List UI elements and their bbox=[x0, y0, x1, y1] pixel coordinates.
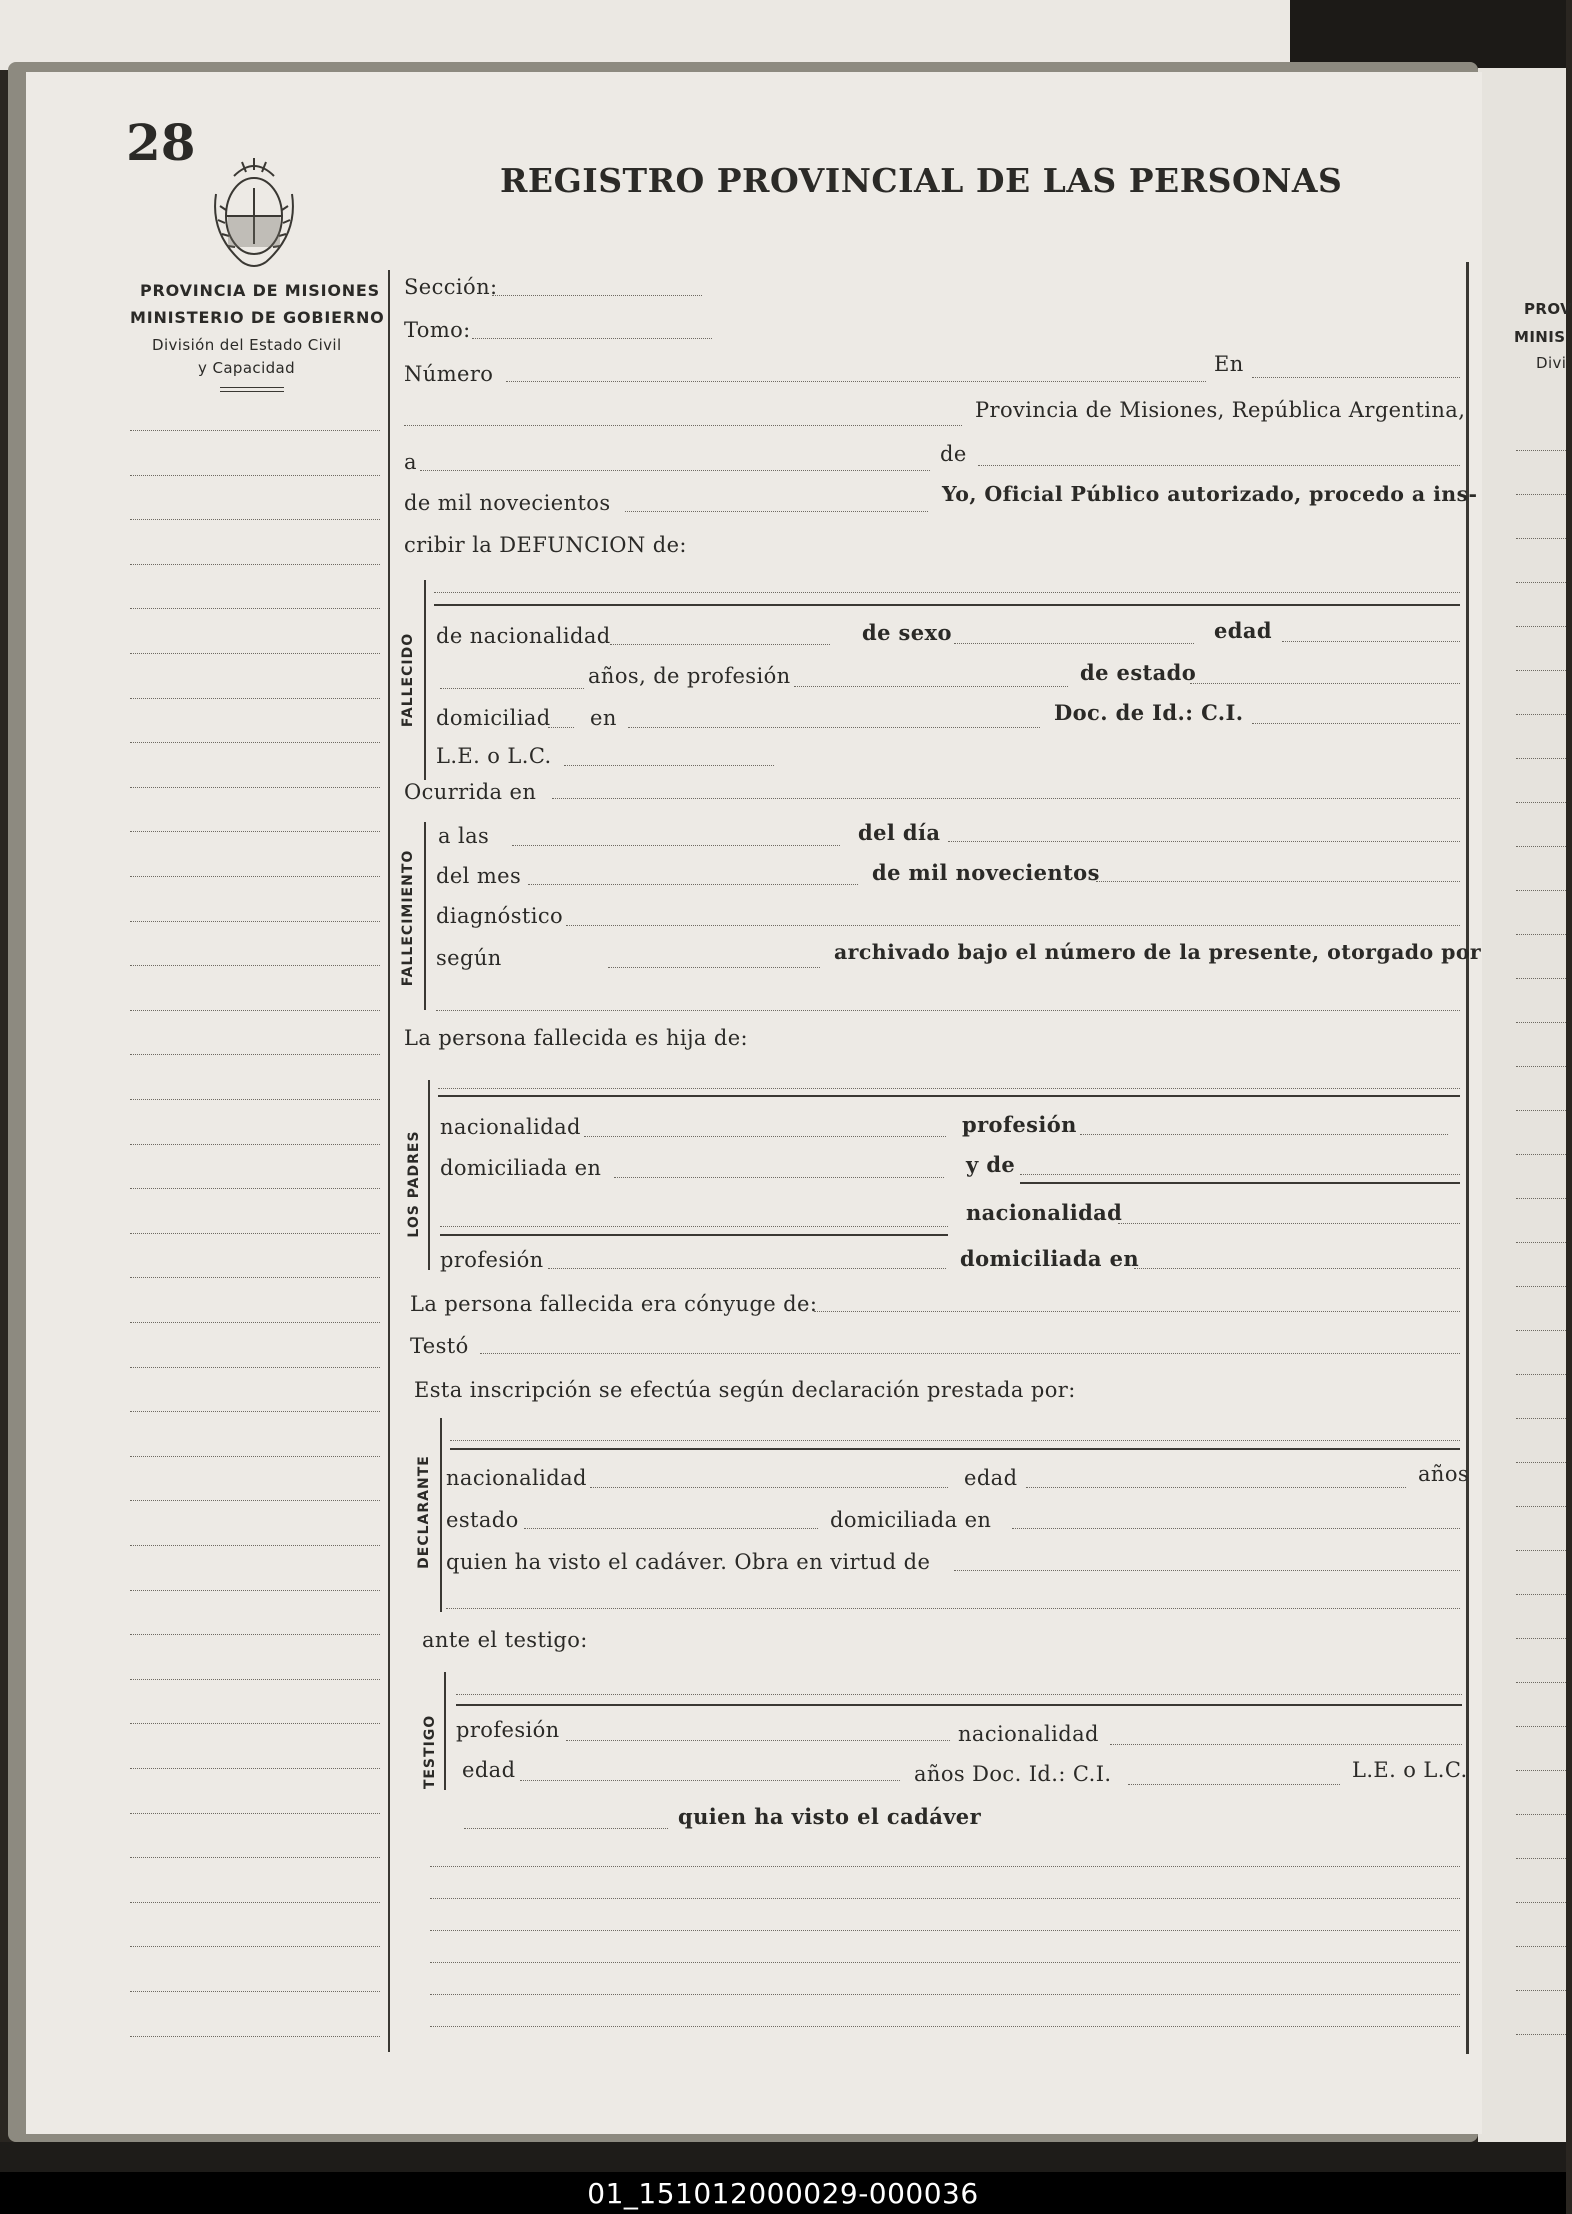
padre-domiciliada-label: domiciliada en bbox=[440, 1156, 602, 1180]
margin-line[interactable] bbox=[130, 698, 380, 699]
en-label: En bbox=[1214, 352, 1244, 376]
margin-line[interactable] bbox=[130, 1500, 380, 1501]
margin-line[interactable] bbox=[130, 608, 380, 609]
next-page-line[interactable] bbox=[1516, 1902, 1566, 1903]
madre-nombre-field[interactable] bbox=[1020, 1174, 1460, 1175]
testigo-anos-doc-label: años Doc. Id.: C.I. bbox=[914, 1762, 1112, 1786]
en-field[interactable] bbox=[1252, 377, 1460, 378]
declarante-domiciliada-field[interactable] bbox=[1012, 1528, 1460, 1529]
margin-line[interactable] bbox=[130, 1010, 380, 1011]
tomo-field[interactable] bbox=[472, 338, 712, 339]
fallecido-le-field[interactable] bbox=[564, 765, 774, 766]
del-mes-field[interactable] bbox=[528, 884, 858, 885]
diagnostico-label: diagnóstico bbox=[436, 904, 564, 928]
inscripcion-text: Esta inscripción se efectúa según declaración prestada por: bbox=[414, 1378, 1076, 1402]
margin-line[interactable] bbox=[130, 1857, 380, 1858]
fallecido-en-field[interactable] bbox=[628, 727, 1040, 728]
conyuge-field[interactable] bbox=[814, 1311, 1460, 1312]
next-page-line[interactable] bbox=[1516, 670, 1566, 671]
declarante-label: DECLARANTE bbox=[416, 1455, 432, 1569]
margin-line[interactable] bbox=[130, 519, 380, 520]
numero-label: Número bbox=[404, 362, 494, 386]
next-page-line[interactable] bbox=[1516, 890, 1566, 891]
declarante-quien-text: quien ha visto el cadáver. Obra en virtud de bbox=[446, 1550, 931, 1574]
margin-line[interactable] bbox=[130, 653, 380, 654]
y-de-label: y de bbox=[966, 1152, 1016, 1177]
background-top-page bbox=[0, 0, 1290, 70]
next-page-line[interactable] bbox=[1516, 1946, 1566, 1947]
next-page-line[interactable] bbox=[1516, 450, 1566, 451]
margin-line[interactable] bbox=[130, 1723, 380, 1724]
next-page-line[interactable] bbox=[1516, 802, 1566, 803]
margin-line[interactable] bbox=[130, 1322, 380, 1323]
main-divider bbox=[388, 270, 390, 2052]
next-page-line[interactable] bbox=[1516, 714, 1566, 715]
padres-bracket bbox=[428, 1080, 430, 1270]
margin-line[interactable] bbox=[130, 1634, 380, 1635]
next-page-line[interactable] bbox=[1516, 978, 1566, 979]
notes-line[interactable] bbox=[430, 1898, 1460, 1899]
margin-line[interactable] bbox=[130, 564, 380, 565]
next-page-line[interactable] bbox=[1516, 494, 1566, 495]
declarante-nacionalidad-field[interactable] bbox=[590, 1487, 948, 1488]
page-title: REGISTRO PROVINCIAL DE LAS PERSONAS bbox=[500, 161, 1343, 200]
margin-line[interactable] bbox=[130, 787, 380, 788]
next-page-line[interactable] bbox=[1516, 758, 1566, 759]
fallecimiento-label: FALLECIMIENTO bbox=[400, 849, 416, 987]
fallecido-label: FALLECIDO bbox=[400, 632, 416, 728]
tomo-label: Tomo: bbox=[404, 318, 471, 342]
madre-rule-b bbox=[440, 1234, 948, 1236]
testigo-le-label: L.E. o L.C. bbox=[1352, 1758, 1468, 1782]
next-page-line[interactable] bbox=[1516, 1242, 1566, 1243]
madre-nombre-field-2[interactable] bbox=[440, 1226, 948, 1227]
margin-line[interactable] bbox=[130, 1813, 380, 1814]
fallecido-doc-field[interactable] bbox=[1252, 723, 1460, 724]
margin-line[interactable] bbox=[130, 1188, 380, 1189]
madre-profesion-field[interactable] bbox=[548, 1268, 946, 1269]
fallecido-domiciliad-label: domiciliad bbox=[436, 706, 551, 730]
margin-line[interactable] bbox=[130, 475, 380, 476]
margin-line[interactable] bbox=[130, 921, 380, 922]
margin-line[interactable] bbox=[130, 965, 380, 966]
madre-domiciliada-label: domiciliada en bbox=[960, 1246, 1140, 1271]
notes-line[interactable] bbox=[430, 1962, 1460, 1963]
del-dia-label: del día bbox=[858, 820, 941, 845]
padre-rule bbox=[438, 1095, 1460, 1097]
declarante-anos-label: años bbox=[1418, 1462, 1470, 1486]
header-division: División del Estado Civil bbox=[152, 336, 342, 354]
testigo-profesion-field[interactable] bbox=[566, 1740, 950, 1741]
next-page-line[interactable] bbox=[1516, 846, 1566, 847]
testo-field[interactable] bbox=[480, 1353, 1460, 1354]
header-ministry: MINISTERIO DE GOBIERNO bbox=[130, 308, 385, 327]
declarante-edad-label: edad bbox=[964, 1466, 1018, 1490]
anio-field[interactable] bbox=[625, 511, 928, 512]
fallecido-sexo-label: de sexo bbox=[862, 620, 952, 645]
fallecido-rule bbox=[434, 604, 1460, 606]
padre-profesion-field[interactable] bbox=[1080, 1134, 1448, 1135]
margin-line[interactable] bbox=[130, 1233, 380, 1234]
next-page-line[interactable] bbox=[1516, 1154, 1566, 1155]
fallecido-en-label: en bbox=[590, 706, 617, 730]
seccion-field[interactable] bbox=[492, 295, 702, 296]
next-page-line[interactable] bbox=[1516, 538, 1566, 539]
declarante-nacionalidad-label: nacionalidad bbox=[446, 1466, 587, 1490]
ocurrida-label: Ocurrida en bbox=[404, 780, 537, 804]
del-mes-label: del mes bbox=[436, 864, 522, 888]
margin-line[interactable] bbox=[130, 1768, 380, 1769]
margin-line[interactable] bbox=[130, 1991, 380, 1992]
seccion-label: Sección: bbox=[404, 275, 498, 299]
margin-line[interactable] bbox=[130, 430, 380, 431]
margin-line[interactable] bbox=[130, 742, 380, 743]
fallecido-profesion-field[interactable] bbox=[794, 686, 1068, 687]
next-page-line[interactable] bbox=[1516, 934, 1566, 935]
testigo-nombre-field[interactable] bbox=[456, 1694, 1462, 1695]
next-page-text-1: PROV bbox=[1524, 300, 1572, 318]
testigo-quien-text: quien ha visto el cadáver bbox=[678, 1804, 982, 1829]
del-dia-field[interactable] bbox=[948, 841, 1460, 842]
madre-rule-a bbox=[1020, 1182, 1460, 1184]
fallecido-edad-label: edad bbox=[1214, 618, 1272, 643]
next-page-line[interactable] bbox=[1516, 1022, 1566, 1023]
background-dark-corner bbox=[1290, 0, 1566, 70]
header-province: PROVINCIA DE MISIONES bbox=[140, 281, 380, 300]
padres-label: LOS PADRES bbox=[406, 1130, 422, 1238]
a-label: a bbox=[404, 450, 417, 474]
fallecido-estado-label: de estado bbox=[1080, 660, 1197, 685]
ante-testigo-text: ante el testigo: bbox=[422, 1628, 588, 1652]
testigo-bracket bbox=[444, 1672, 446, 1790]
next-page-line[interactable] bbox=[1516, 1682, 1566, 1683]
testigo-profesion-label: profesión bbox=[456, 1718, 560, 1742]
madre-nacionalidad-label: nacionalidad bbox=[966, 1200, 1123, 1225]
testigo-le-field[interactable] bbox=[464, 1828, 668, 1829]
declarante-nombre-field[interactable] bbox=[450, 1440, 1460, 1441]
next-page-line[interactable] bbox=[1516, 582, 1566, 583]
fallecido-name-field[interactable] bbox=[434, 592, 1460, 593]
next-page-line[interactable] bbox=[1516, 1990, 1566, 1991]
declarante-edad-field[interactable] bbox=[1026, 1487, 1406, 1488]
conyuge-text: La persona fallecida era cónyuge de: bbox=[410, 1292, 818, 1316]
margin-line[interactable] bbox=[130, 1367, 380, 1368]
notes-line[interactable] bbox=[430, 2026, 1460, 2027]
padre-nombre-field[interactable] bbox=[438, 1088, 1460, 1089]
margin-line[interactable] bbox=[130, 1099, 380, 1100]
margin-line[interactable] bbox=[130, 1545, 380, 1546]
right-edge-line bbox=[1466, 262, 1469, 2054]
testo-label: Testó bbox=[410, 1334, 469, 1358]
fallecido-nacionalidad-label: de nacionalidad bbox=[436, 624, 611, 648]
next-page-line[interactable] bbox=[1516, 1638, 1566, 1639]
padre-nacionalidad-field[interactable] bbox=[584, 1136, 946, 1137]
next-page-text-2: MINIS bbox=[1514, 328, 1566, 346]
provincia-text: Provincia de Misiones, República Argentina, bbox=[975, 398, 1466, 422]
anio-fallecimiento-field[interactable] bbox=[1096, 881, 1460, 882]
de-mil-novecientos-label: de mil novecientos bbox=[872, 860, 1100, 885]
fallecido-edad-field[interactable] bbox=[1282, 641, 1460, 642]
notes-line[interactable] bbox=[430, 1930, 1460, 1931]
padre-profesion-label: profesión bbox=[962, 1112, 1077, 1137]
fallecido-domiciliad-suffix[interactable] bbox=[548, 727, 574, 728]
declarante-rule bbox=[450, 1448, 1460, 1450]
fallecido-le-label: L.E. o L.C. bbox=[436, 744, 552, 768]
next-page-line[interactable] bbox=[1516, 1550, 1566, 1551]
next-page-line[interactable] bbox=[1516, 1418, 1566, 1419]
testigo-rule bbox=[456, 1704, 1462, 1706]
next-page-line[interactable] bbox=[1516, 1506, 1566, 1507]
ocurrida-field[interactable] bbox=[552, 798, 1460, 799]
next-page-line[interactable] bbox=[1516, 1770, 1566, 1771]
lugar-field[interactable] bbox=[404, 425, 962, 426]
archivado-text: archivado bajo el número de la presente, otorgado por bbox=[834, 940, 1482, 964]
inscribir-text: cribir la DEFUNCION de: bbox=[404, 533, 687, 557]
header-underline bbox=[220, 387, 284, 392]
notes-line[interactable] bbox=[430, 1866, 1460, 1867]
margin-line[interactable] bbox=[130, 1946, 380, 1947]
de-mil-label: de mil novecientos bbox=[404, 491, 611, 515]
fallecido-nacionalidad-field[interactable] bbox=[610, 644, 830, 645]
next-page-line[interactable] bbox=[1516, 1198, 1566, 1199]
margin-line[interactable] bbox=[130, 876, 380, 877]
margin-line[interactable] bbox=[130, 1144, 380, 1145]
fallecido-doc-label: Doc. de Id.: C.I. bbox=[1054, 700, 1244, 725]
margin-line[interactable] bbox=[130, 1902, 380, 1903]
declarante-domiciliada-label: domiciliada en bbox=[830, 1508, 992, 1532]
next-page-line[interactable] bbox=[1516, 1726, 1566, 1727]
image-caption: 01_151012000029-000036 bbox=[587, 2177, 979, 2210]
margin-line[interactable] bbox=[130, 1411, 380, 1412]
segun-field[interactable] bbox=[608, 967, 820, 968]
a-las-field[interactable] bbox=[512, 845, 840, 846]
argentina-coat-of-arms-icon bbox=[206, 154, 302, 274]
next-page-line[interactable] bbox=[1516, 2034, 1566, 2035]
numero-field[interactable] bbox=[506, 381, 1206, 382]
de-field[interactable] bbox=[978, 465, 1460, 466]
margin-line[interactable] bbox=[130, 1054, 380, 1055]
next-page-line[interactable] bbox=[1516, 1594, 1566, 1595]
madre-profesion-label: profesión bbox=[440, 1248, 544, 1272]
testigo-edad-field[interactable] bbox=[520, 1780, 900, 1781]
de-label: de bbox=[940, 442, 967, 466]
a-field[interactable] bbox=[420, 470, 930, 471]
fallecido-sexo-field[interactable] bbox=[954, 643, 1194, 644]
testigo-label: TESTIGO bbox=[422, 1714, 438, 1790]
next-page-line[interactable] bbox=[1516, 1814, 1566, 1815]
next-page-line[interactable] bbox=[1516, 1858, 1566, 1859]
bottom-strip bbox=[0, 2142, 1566, 2172]
next-page bbox=[1478, 68, 1566, 2148]
fallecimiento-extra-field[interactable] bbox=[436, 1010, 1460, 1011]
next-page-line[interactable] bbox=[1516, 626, 1566, 627]
margin-line[interactable] bbox=[130, 1277, 380, 1278]
padre-nacionalidad-label: nacionalidad bbox=[440, 1115, 581, 1139]
fallecido-estado-field[interactable] bbox=[1190, 683, 1460, 684]
madre-nacionalidad-field[interactable] bbox=[1118, 1223, 1460, 1224]
next-page-line[interactable] bbox=[1516, 1110, 1566, 1111]
margin-line[interactable] bbox=[130, 2036, 380, 2037]
fallecido-bracket bbox=[424, 580, 426, 780]
fallecido-anios-field[interactable] bbox=[440, 688, 584, 689]
declarante-estado-field[interactable] bbox=[524, 1528, 818, 1529]
page-number: 28 bbox=[126, 113, 196, 172]
testigo-nacionalidad-field[interactable] bbox=[1110, 1744, 1462, 1745]
testigo-doc-field[interactable] bbox=[1128, 1784, 1340, 1785]
next-page-line[interactable] bbox=[1516, 1330, 1566, 1331]
declarante-extra-field[interactable] bbox=[446, 1608, 1460, 1609]
fallecimiento-bracket bbox=[424, 822, 426, 1010]
margin-line[interactable] bbox=[130, 1679, 380, 1680]
hija-text: La persona fallecida es hija de: bbox=[404, 1026, 749, 1050]
margin-line[interactable] bbox=[130, 1456, 380, 1457]
next-page-line[interactable] bbox=[1516, 1374, 1566, 1375]
next-page-text-3: Divi bbox=[1536, 354, 1567, 372]
declarante-virtud-field[interactable] bbox=[954, 1570, 1460, 1571]
segun-label: según bbox=[436, 946, 502, 970]
declarante-estado-label: estado bbox=[446, 1508, 519, 1532]
header-capacity: y Capacidad bbox=[198, 359, 296, 377]
madre-domiciliada-field[interactable] bbox=[1134, 1268, 1460, 1269]
fallecido-anos-profesion-label: años, de profesión bbox=[588, 664, 791, 688]
next-page-line[interactable] bbox=[1516, 1066, 1566, 1067]
next-page-line[interactable] bbox=[1516, 1462, 1566, 1463]
a-las-label: a las bbox=[438, 824, 490, 848]
testigo-nacionalidad-label: nacionalidad bbox=[958, 1722, 1099, 1746]
margin-line[interactable] bbox=[130, 831, 380, 832]
yo-text: Yo, Oficial Público autorizado, procedo a ins- bbox=[942, 482, 1478, 506]
margin-line[interactable] bbox=[130, 1590, 380, 1591]
diagnostico-field[interactable] bbox=[566, 925, 1460, 926]
next-page-line[interactable] bbox=[1516, 1286, 1566, 1287]
notes-line[interactable] bbox=[430, 1994, 1460, 1995]
declarante-bracket bbox=[440, 1418, 442, 1612]
testigo-edad-label: edad bbox=[462, 1758, 516, 1782]
padre-domiciliada-field[interactable] bbox=[614, 1177, 944, 1178]
